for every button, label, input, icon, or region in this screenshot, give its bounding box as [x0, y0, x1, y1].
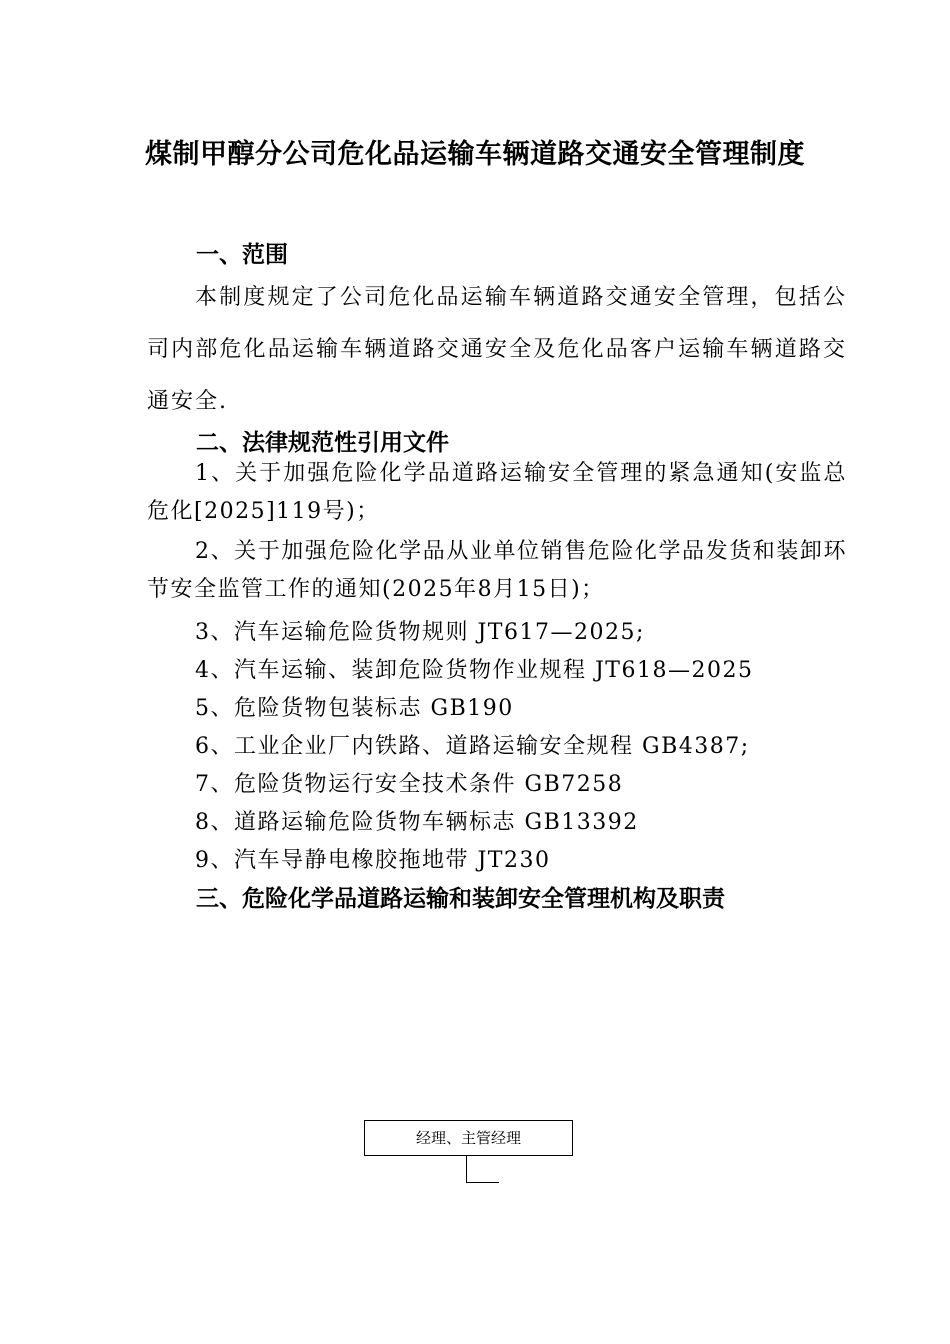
document-title: 煤制甲醇分公司危化品运输车辆道路交通安全管理制度: [145, 139, 805, 170]
reference-item-7: 7、危险货物运行安全技术条件 GB7258: [195, 772, 624, 797]
reference-item-1: 1、关于加强危险化学品道路运输安全管理的紧急通知(安监总危化[2025]119号)；: [147, 461, 847, 524]
reference-item-8: 8、道路运输危险货物车辆标志 GB13392: [195, 810, 639, 835]
reference-item-6: 6、工业企业厂内铁路、道路运输安全规程 GB4387;: [195, 734, 750, 759]
reference-item-3: 3、汽车运输危险货物规则 JT617—2025;: [195, 620, 645, 645]
org-chart-connector-horizontal: [466, 1182, 499, 1183]
reference-item-5: 5、危险货物包装标志 GB190: [195, 696, 514, 721]
org-chart-connector-vertical: [466, 1156, 467, 1183]
reference-item-2: 2、关于加强危险化学品从业单位销售危险化学品发货和装卸环节安全监管工作的通知(2025年8月15日)；: [147, 539, 847, 602]
reference-item-9: 9、汽车导静电橡胶拖地带 JT230: [195, 848, 551, 873]
reference-item-4: 4、汽车运输、装卸危险货物作业规程 JT618—2025: [195, 658, 754, 683]
section-2-heading: 二、法律规范性引用文件: [196, 430, 449, 456]
section-3-heading: 三、危险化学品道路运输和装卸安全管理机构及职责: [196, 886, 725, 912]
org-chart-top-box: 经理、主管经理: [364, 1120, 573, 1156]
section-1-heading: 一、范围: [196, 242, 288, 268]
section-1-body: 本制度规定了公司危化品运输车辆道路交通安全管理，包括公司内部危化品运输车辆道路交通安全及危化品客户运输车辆道路交通安全.: [147, 285, 847, 414]
